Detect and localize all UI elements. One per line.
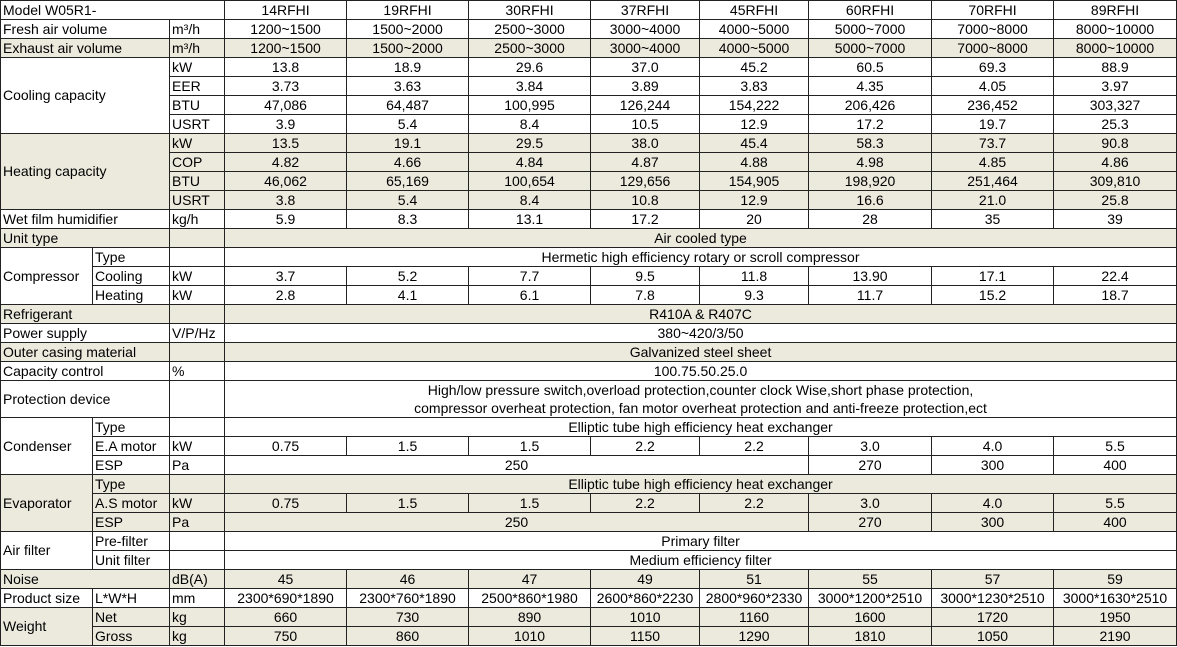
value-cell: 1200~1500: [225, 39, 347, 58]
unit-cell: kg/h: [170, 210, 225, 229]
value-cell: 5000~7000: [809, 20, 932, 39]
row-label: Evaporator: [1, 475, 93, 532]
unit-cell: USRT: [170, 191, 225, 210]
weight-row: [1, 627, 1177, 646]
weight-row: [1, 608, 1177, 627]
value-cell: 6.1: [469, 286, 591, 305]
compressor-row: [1, 248, 1177, 267]
unit-cell: kW: [170, 58, 225, 77]
value-cell: 65,169: [347, 172, 469, 191]
humidifier-row: [1, 210, 1177, 229]
merged-value: 100.75.50.25.0: [225, 362, 1177, 381]
value-cell: 400: [1054, 513, 1177, 532]
condenser-row: [1, 437, 1177, 456]
row-label: Refrigerant: [1, 305, 170, 324]
power-supply-row: [1, 324, 1177, 343]
value-cell: 2300*690*1890: [225, 589, 347, 608]
condenser-row: [1, 418, 1177, 437]
value-cell: 5.4: [347, 115, 469, 134]
value-cell: 4.86: [1054, 153, 1177, 172]
value-cell: 8.4: [469, 115, 591, 134]
sub-label: Cooling: [93, 267, 170, 286]
value-cell: 3.63: [347, 77, 469, 96]
value-cell: 5.5: [1054, 494, 1177, 513]
value-cell: 15.2: [932, 286, 1054, 305]
value-cell: 49: [591, 570, 700, 589]
value-cell: 60.5: [809, 58, 932, 77]
value-cell: 13.1: [469, 210, 591, 229]
unit-cell: [170, 305, 225, 324]
value-cell: 0.75: [225, 437, 347, 456]
model-name: 14RFHI: [225, 1, 347, 20]
unit-cell: [170, 532, 225, 551]
row-label: Condenser: [1, 418, 93, 475]
unit-cell: [170, 248, 225, 267]
value-cell: 3.89: [591, 77, 700, 96]
row-label: Fresh air volume: [1, 20, 170, 39]
value-cell: 22.4: [1054, 267, 1177, 286]
value-cell: 1290: [700, 627, 809, 646]
value-cell: 2800*960*2330: [700, 589, 809, 608]
value-cell: 8.4: [469, 191, 591, 210]
unit-cell: [170, 381, 225, 418]
value-cell: 750: [225, 627, 347, 646]
value-cell: 1010: [469, 627, 591, 646]
value-cell: 25.3: [1054, 115, 1177, 134]
protection-line-1: High/low pressure switch,overload protection,counter clock Wise,short phase protection,: [225, 381, 1177, 400]
value-cell: 28: [809, 210, 932, 229]
value-cell: 1200~1500: [225, 20, 347, 39]
merged-value: Galvanized steel sheet: [225, 343, 1177, 362]
value-cell: 19.1: [347, 134, 469, 153]
unit-cell: [170, 418, 225, 437]
value-cell: 154,222: [700, 96, 809, 115]
value-cell: 3000*1200*2510: [809, 589, 932, 608]
value-cell: 12.9: [700, 191, 809, 210]
value-cell: 2600*860*2230: [591, 589, 700, 608]
sub-label: E.A motor: [93, 437, 170, 456]
value-cell: 11.8: [700, 267, 809, 286]
unit-cell: [170, 229, 225, 248]
unit-cell: m³/h: [170, 39, 225, 58]
row-label: Heating capacity: [1, 134, 170, 210]
row-label: Outer casing material: [1, 343, 170, 362]
value-cell: 3.0: [809, 494, 932, 513]
merged-value: Primary filter: [225, 532, 1177, 551]
model-name: 60RFHI: [809, 1, 932, 20]
value-cell: 58.3: [809, 134, 932, 153]
merged-value: R410A & R407C: [225, 305, 1177, 324]
value-cell: 19.7: [932, 115, 1054, 134]
value-cell: 300: [932, 513, 1054, 532]
value-cell: 3000*1230*2510: [932, 589, 1054, 608]
cooling-row: [1, 77, 1177, 96]
product-size-row: [1, 589, 1177, 608]
value-cell: 400: [1054, 456, 1177, 475]
compressor-row: [1, 286, 1177, 305]
unit-cell: V/P/Hz: [170, 324, 225, 343]
value-cell: 38.0: [591, 134, 700, 153]
condenser-row: [1, 456, 1177, 475]
value-cell: 3.83: [700, 77, 809, 96]
unit-cell: Pa: [170, 513, 225, 532]
unit-cell: kg: [170, 627, 225, 646]
value-cell: 29.5: [469, 134, 591, 153]
value-cell: 1010: [591, 608, 700, 627]
unit-cell: BTU: [170, 172, 225, 191]
value-cell: 51: [700, 570, 809, 589]
model-name: 19RFHI: [347, 1, 469, 20]
value-cell: 17.2: [591, 210, 700, 229]
row-label: Exhaust air volume: [1, 39, 170, 58]
sub-label: A.S motor: [93, 494, 170, 513]
sub-label: Type: [93, 248, 170, 267]
unit-cell: EER: [170, 77, 225, 96]
unit-cell: kW: [170, 494, 225, 513]
value-cell: 4.98: [809, 153, 932, 172]
sub-label: Type: [93, 418, 170, 437]
air-filter-row: [1, 532, 1177, 551]
value-cell: 1500~2000: [347, 20, 469, 39]
sub-label: Type: [93, 475, 170, 494]
model-label: Model W05R1-: [1, 1, 225, 20]
value-cell: 300: [932, 456, 1054, 475]
sub-label: L*W*H: [93, 589, 170, 608]
value-cell: 1.5: [347, 437, 469, 456]
value-cell: 8000~10000: [1054, 20, 1177, 39]
unit-cell: kW: [170, 134, 225, 153]
value-cell: 126,244: [591, 96, 700, 115]
value-cell: 154,905: [700, 172, 809, 191]
value-cell: 16.6: [809, 191, 932, 210]
value-cell: 3.9: [225, 115, 347, 134]
sub-label: Pre-filter: [93, 532, 170, 551]
sub-label: Heating: [93, 286, 170, 305]
value-cell: 198,920: [809, 172, 932, 191]
header-row: [1, 1, 1177, 20]
sub-label: ESP: [93, 456, 170, 475]
sub-label: Gross: [93, 627, 170, 646]
value-cell: 100,654: [469, 172, 591, 191]
row-label: Capacity control: [1, 362, 170, 381]
noise-row: [1, 570, 1177, 589]
cooling-row: [1, 115, 1177, 134]
unit-cell: [170, 551, 225, 570]
fresh-air-row: [1, 20, 1177, 39]
value-cell: 1810: [809, 627, 932, 646]
value-cell: 3000~4000: [591, 20, 700, 39]
value-cell: 13.5: [225, 134, 347, 153]
row-label: Unit type: [1, 229, 170, 248]
value-cell: 3.73: [225, 77, 347, 96]
value-cell: 1.5: [469, 494, 591, 513]
model-name: 89RFHI: [1054, 1, 1177, 20]
protection-row: [1, 381, 1177, 400]
row-label: Product size: [1, 589, 93, 608]
cooling-row: [1, 58, 1177, 77]
model-name: 37RFHI: [591, 1, 700, 20]
value-cell: 1.5: [347, 494, 469, 513]
value-cell: 37.0: [591, 58, 700, 77]
value-cell: 1050: [932, 627, 1054, 646]
unit-type-row: [1, 229, 1177, 248]
merged-value: Elliptic tube high efficiency heat exchanger: [225, 475, 1177, 494]
unit-cell: kW: [170, 437, 225, 456]
value-cell: 270: [809, 513, 932, 532]
value-cell: 8.3: [347, 210, 469, 229]
evaporator-row: [1, 475, 1177, 494]
value-cell: 4.88: [700, 153, 809, 172]
value-cell: 4.05: [932, 77, 1054, 96]
value-cell: 17.1: [932, 267, 1054, 286]
value-cell: 5.2: [347, 267, 469, 286]
casing-row: [1, 343, 1177, 362]
value-cell: 10.8: [591, 191, 700, 210]
row-label: Wet film humidifier: [1, 210, 170, 229]
merged-value: 250: [225, 456, 809, 475]
merged-value: 250: [225, 513, 809, 532]
protection-line-2: compressor overheat protection, fan motor overheat protection and anti-freeze protection,ect: [225, 399, 1177, 418]
unit-cell: m³/h: [170, 20, 225, 39]
value-cell: 4.0: [932, 494, 1054, 513]
value-cell: 1150: [591, 627, 700, 646]
unit-cell: USRT: [170, 115, 225, 134]
value-cell: 45.2: [700, 58, 809, 77]
merged-value: Elliptic tube high efficiency heat exchanger: [225, 418, 1177, 437]
value-cell: 21.0: [932, 191, 1054, 210]
capacity-control-row: [1, 362, 1177, 381]
value-cell: 2500*860*1980: [469, 589, 591, 608]
value-cell: 890: [469, 608, 591, 627]
value-cell: 4.87: [591, 153, 700, 172]
refrigerant-row: [1, 305, 1177, 324]
unit-cell: BTU: [170, 96, 225, 115]
value-cell: 236,452: [932, 96, 1054, 115]
value-cell: 8000~10000: [1054, 39, 1177, 58]
value-cell: 2500~3000: [469, 20, 591, 39]
value-cell: 3.0: [809, 437, 932, 456]
value-cell: 11.7: [809, 286, 932, 305]
value-cell: 10.5: [591, 115, 700, 134]
value-cell: 2300*760*1890: [347, 589, 469, 608]
exhaust-air-row: [1, 39, 1177, 58]
value-cell: 251,464: [932, 172, 1054, 191]
value-cell: 46,062: [225, 172, 347, 191]
merged-value: Medium efficiency filter: [225, 551, 1177, 570]
row-label: Noise: [1, 570, 170, 589]
value-cell: 100,995: [469, 96, 591, 115]
merged-value: 380~420/3/50: [225, 324, 1177, 343]
value-cell: 4.35: [809, 77, 932, 96]
value-cell: 20: [700, 210, 809, 229]
value-cell: 7.8: [591, 286, 700, 305]
value-cell: 45: [225, 570, 347, 589]
value-cell: 303,327: [1054, 96, 1177, 115]
value-cell: 55: [809, 570, 932, 589]
value-cell: 3000~4000: [591, 39, 700, 58]
value-cell: 1160: [700, 608, 809, 627]
value-cell: 730: [347, 608, 469, 627]
value-cell: 3.7: [225, 267, 347, 286]
value-cell: 4.1: [347, 286, 469, 305]
value-cell: 2.2: [591, 437, 700, 456]
value-cell: 12.9: [700, 115, 809, 134]
value-cell: 25.8: [1054, 191, 1177, 210]
value-cell: 3000*1630*2510: [1054, 589, 1177, 608]
sub-label: ESP: [93, 513, 170, 532]
value-cell: 2190: [1054, 627, 1177, 646]
value-cell: 860: [347, 627, 469, 646]
unit-cell: kW: [170, 267, 225, 286]
evaporator-row: [1, 494, 1177, 513]
value-cell: 35: [932, 210, 1054, 229]
value-cell: 0.75: [225, 494, 347, 513]
value-cell: 90.8: [1054, 134, 1177, 153]
row-label: Weight: [1, 608, 93, 646]
value-cell: 1600: [809, 608, 932, 627]
value-cell: 1.5: [469, 437, 591, 456]
value-cell: 1500~2000: [347, 39, 469, 58]
value-cell: 2500~3000: [469, 39, 591, 58]
value-cell: 59: [1054, 570, 1177, 589]
value-cell: 4.82: [225, 153, 347, 172]
unit-cell: mm: [170, 589, 225, 608]
unit-cell: kg: [170, 608, 225, 627]
cooling-row: [1, 96, 1177, 115]
row-label: Power supply: [1, 324, 170, 343]
unit-cell: COP: [170, 153, 225, 172]
value-cell: 4000~5000: [700, 20, 809, 39]
value-cell: 17.2: [809, 115, 932, 134]
value-cell: 9.5: [591, 267, 700, 286]
value-cell: 18.7: [1054, 286, 1177, 305]
unit-cell: [170, 475, 225, 494]
value-cell: 9.3: [700, 286, 809, 305]
value-cell: 64,487: [347, 96, 469, 115]
compressor-row: [1, 267, 1177, 286]
value-cell: 5000~7000: [809, 39, 932, 58]
unit-cell: kW: [170, 286, 225, 305]
value-cell: 5.4: [347, 191, 469, 210]
value-cell: 1720: [932, 608, 1054, 627]
value-cell: 2.8: [225, 286, 347, 305]
value-cell: 88.9: [1054, 58, 1177, 77]
model-name: 30RFHI: [469, 1, 591, 20]
value-cell: 4.66: [347, 153, 469, 172]
row-label: Air filter: [1, 532, 93, 570]
value-cell: 7000~8000: [932, 39, 1054, 58]
sub-label: Unit filter: [93, 551, 170, 570]
unit-cell: %: [170, 362, 225, 381]
model-name: 70RFHI: [932, 1, 1054, 20]
value-cell: 18.9: [347, 58, 469, 77]
value-cell: 4000~5000: [700, 39, 809, 58]
value-cell: 3.84: [469, 77, 591, 96]
heating-row: [1, 172, 1177, 191]
value-cell: 3.97: [1054, 77, 1177, 96]
merged-value: Hermetic high efficiency rotary or scroll compressor: [225, 248, 1177, 267]
row-label: Compressor: [1, 248, 93, 305]
evaporator-row: [1, 513, 1177, 532]
unit-cell: dB(A): [170, 570, 225, 589]
value-cell: 7.7: [469, 267, 591, 286]
value-cell: 29.6: [469, 58, 591, 77]
value-cell: 4.0: [932, 437, 1054, 456]
value-cell: 73.7: [932, 134, 1054, 153]
value-cell: 2.2: [591, 494, 700, 513]
value-cell: 2.2: [700, 494, 809, 513]
value-cell: 1950: [1054, 608, 1177, 627]
value-cell: 3.8: [225, 191, 347, 210]
value-cell: 7000~8000: [932, 20, 1054, 39]
row-label: Protection device: [1, 381, 170, 418]
value-cell: 2.2: [700, 437, 809, 456]
value-cell: 13.90: [809, 267, 932, 286]
value-cell: 47,086: [225, 96, 347, 115]
value-cell: 5.5: [1054, 437, 1177, 456]
value-cell: 206,426: [809, 96, 932, 115]
value-cell: 4.84: [469, 153, 591, 172]
value-cell: 47: [469, 570, 591, 589]
value-cell: 46: [347, 570, 469, 589]
heating-row: [1, 153, 1177, 172]
model-name: 45RFHI: [700, 1, 809, 20]
value-cell: 270: [809, 456, 932, 475]
merged-value: Air cooled type: [225, 229, 1177, 248]
sub-label: Net: [93, 608, 170, 627]
value-cell: 13.8: [225, 58, 347, 77]
row-label: Cooling capacity: [1, 58, 170, 134]
value-cell: 69.3: [932, 58, 1054, 77]
unit-cell: Pa: [170, 456, 225, 475]
value-cell: 129,656: [591, 172, 700, 191]
value-cell: 45.4: [700, 134, 809, 153]
air-filter-row: [1, 551, 1177, 570]
heating-row: [1, 134, 1177, 153]
value-cell: 39: [1054, 210, 1177, 229]
unit-cell: [170, 343, 225, 362]
value-cell: 57: [932, 570, 1054, 589]
value-cell: 660: [225, 608, 347, 627]
value-cell: 309,810: [1054, 172, 1177, 191]
value-cell: 4.85: [932, 153, 1054, 172]
value-cell: 5.9: [225, 210, 347, 229]
heating-row: [1, 191, 1177, 210]
